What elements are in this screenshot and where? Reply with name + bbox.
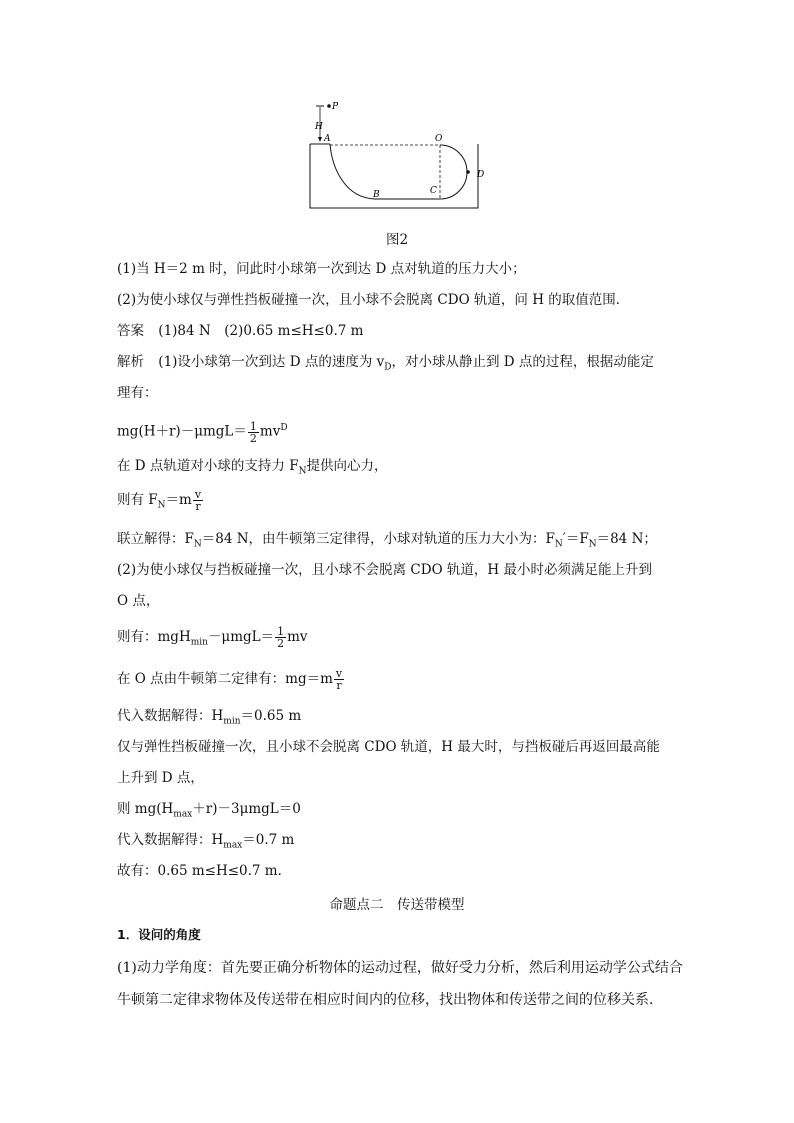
analysis-line-14: 则 $mg(H_{max}+r)-3\mu mgL=0$ (117, 801, 301, 820)
figure-caption: 图2 (385, 232, 409, 248)
equation-1: mg(H＋r)－μmgL＝ $\frac{1}{2}$ $mv^D$ (117, 419, 288, 445)
subsection-heading: 1．设问的角度 (117, 927, 201, 942)
analysis-line-11: 代入数据解得：$H_{min}=0.65$ m (117, 708, 302, 727)
track-diagram (300, 98, 500, 218)
ball-p (327, 104, 331, 108)
equation-2: 则有 $F_N=m$ $\frac{v}{r}$ (117, 488, 202, 513)
label-o: O (435, 134, 443, 144)
section-title: 命题点二 传送带模型 (329, 897, 465, 913)
ball-d (466, 170, 470, 174)
analysis-line-1: 解析 (1)设小球第一次到达 D 点的速度为 $v_D$，对小球从静止到 D 点的过程，根据动能定 (117, 354, 654, 373)
height-arrow-head (318, 137, 322, 142)
equation-4: 在 O 点由牛顿第二定律有：mg＝m $\frac{v}{r}$ (117, 667, 343, 692)
label-b: B (373, 190, 380, 200)
track-semicircle-cdo (440, 145, 467, 199)
question-1: (1)当 H＝2 m 时，问此时小球第一次到达 D 点对轨道的压力大小； (117, 261, 526, 277)
analysis-label: 解析 (117, 354, 144, 370)
answer-line (117, 321, 363, 341)
question-2: (2)为使小球仅与弹性挡板碰撞一次，且小球不会脱离 CDO 轨道，问 H 的取值范围． (117, 292, 630, 308)
section-paragraph-line-2: 牛顿第二定律求物体及传送带在相应时间内的位移，找出物体和传送带之间的位移关系． (117, 992, 663, 1008)
analysis-line-7: (2)为使小球仅与挡板碰撞一次，且小球不会脱离 CDO 轨道，H 最小时必须满足能上升到 (117, 562, 652, 578)
analysis-line-4: 在 D 点轨道对小球的支持力 $F_N$提供向心力， (117, 458, 388, 477)
analysis-line-12: 仅与弹性挡板碰撞一次，且小球不会脱离 CDO 轨道，H 最大时，与挡板碰后再返回最高能 (117, 739, 660, 755)
analysis-line-2: 理有： (117, 385, 158, 401)
equation-3: 则有：mgH$_{min}$－μmgL＝ $\frac{1}{2}$ mv (117, 625, 308, 650)
fraction: $\frac{1}{2}$ (249, 419, 257, 445)
fraction: $\frac{v}{r}$ (335, 667, 343, 692)
label-h: H (315, 122, 323, 132)
analysis-line-8: O 点， (117, 593, 160, 609)
analysis-line-16: 故有：0.65 m≤H≤0.7 m． (117, 863, 292, 879)
answer-text: (1)84 N (2)0.65 m≤H≤0.7 m (158, 323, 364, 339)
section-paragraph-line-1: (1)动力学角度：首先要正确分析物体的运动过程，做好受力分析，然后利用运动学公式结合 (117, 960, 683, 976)
frame (310, 144, 478, 208)
analysis-line-6: 联立解得：$F_N=84$ N，由牛顿第三定律得，小球对轨道的压力大小为：$F_N'=F_N=84$ N； (117, 531, 657, 550)
label-a: A (324, 134, 331, 144)
fraction: $\frac{v}{r}$ (194, 488, 202, 513)
analysis-line-15: 代入数据解得：$H_{max}=0.7$ m (117, 832, 295, 851)
fraction: $\frac{1}{2}$ (277, 625, 285, 650)
label-c: C (430, 186, 437, 196)
analysis-line-13: 上升到 D 点， (117, 770, 204, 786)
answer-label: 答案 (117, 323, 144, 339)
label-d: D (477, 170, 485, 180)
label-p: P (332, 102, 339, 112)
track-curve-ab (330, 144, 440, 199)
